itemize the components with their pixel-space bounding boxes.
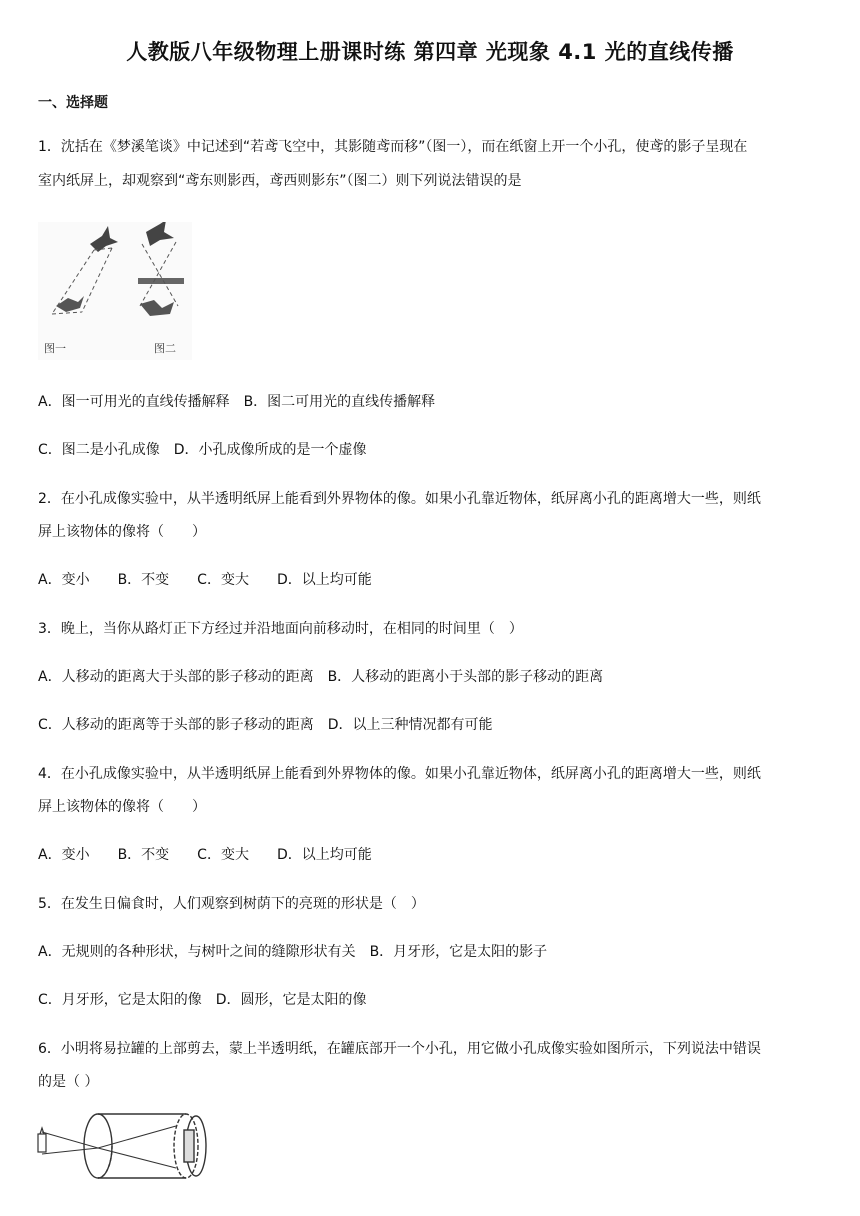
q6-stem-line2: 的是（ ） (38, 1074, 99, 1090)
q2-options: A．变小 B．不变 C．变大 D．以上均可能 (38, 572, 372, 588)
fig-label-2: 图二 (154, 342, 176, 355)
q5-options-cd: C．月牙形，它是太阳的像 D．圆形，它是太阳的像 (38, 992, 367, 1008)
can-icon (84, 1114, 206, 1178)
q1-options-cd: C．图二是小孔成像 D．小孔成像所成的是一个虚像 (38, 442, 367, 458)
q1-options-ab: A．图一可用光的直线传播解释 B．图二可用光的直线传播解释 (38, 394, 436, 410)
q6-stem-line1: 6．小明将易拉罐的上部剪去，蒙上半透明纸，在罐底部开一个小孔，用它做小孔成像实验如图所示，下列说法中错误 (38, 1041, 761, 1057)
page-title: 人教版八年级物理上册课时练 第四章 光现象 4.1 光的直线传播 (126, 40, 734, 64)
q5-stem: 5．在发生日偏食时，人们观察到树荫下的亮斑的形状是（ ） (38, 896, 425, 912)
q4-options: A．变小 B．不变 C．变大 D．以上均可能 (38, 847, 372, 863)
candle-icon (38, 1128, 46, 1152)
q5-options-ab: A．无规则的各种形状，与树叶之间的缝隙形状有关 B．月牙形，它是太阳的影子 (38, 944, 548, 960)
q3-options-cd: C．人移动的距离等于头部的影子移动的距离 D．以上三种情况都有可能 (38, 717, 493, 733)
q4-stem-line2: 屏上该物体的像将（ ） (38, 799, 206, 815)
q3-options-ab: A．人移动的距离大于头部的影子移动的距离 B．人移动的距离小于头部的影子移动的距离 (38, 669, 604, 685)
section-heading: 一、选择题 (38, 95, 108, 111)
fig-label-1: 图一 (44, 342, 66, 355)
q2-stem-line2: 屏上该物体的像将（ ） (38, 524, 206, 540)
q4-stem-line1: 4．在小孔成像实验中，从半透明纸屏上能看到外界物体的像。如果小孔靠近物体，纸屏离小孔的距离增大一些，则纸 (38, 766, 761, 782)
q6-can-figure (36, 1110, 216, 1180)
paper-window (138, 278, 184, 284)
q1-figure (38, 222, 192, 360)
q1-stem-line2: 室内纸屏上，却观察到“鸢东则影西，鸢西则影东”（图二）则下列说法错误的是 (38, 173, 522, 189)
q2-stem-line1: 2．在小孔成像实验中，从半透明纸屏上能看到外界物体的像。如果小孔靠近物体，纸屏离小孔的距离增大一些，则纸 (38, 491, 761, 507)
q1-stem-line1: 1．沈括在《梦溪笔谈》中记述到“若鸢飞空中，其影随鸢而移”（图一），而在纸窗上开一个小孔，使鸢的影子呈现在 (38, 139, 748, 155)
q3-stem: 3．晚上，当你从路灯正下方经过并沿地面向前移动时，在相同的时间里（ ） (38, 621, 523, 637)
